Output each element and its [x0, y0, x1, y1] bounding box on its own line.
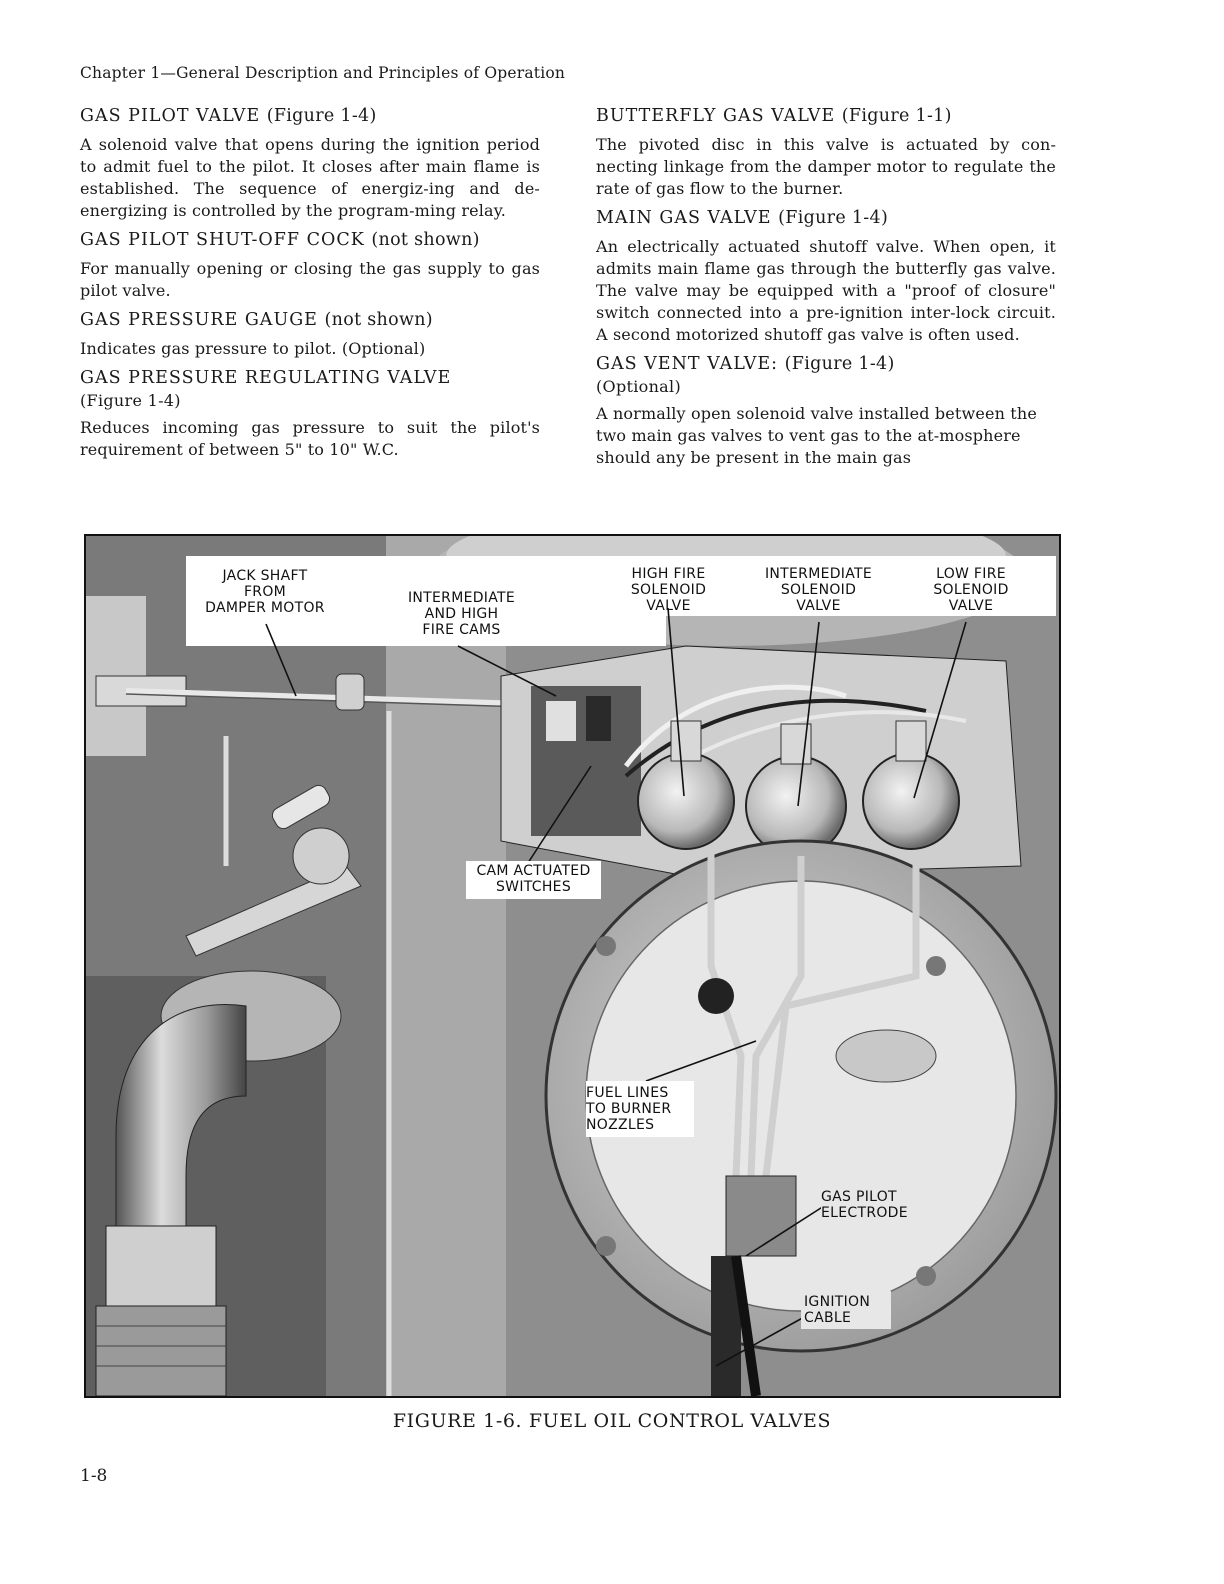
figure-caption: FIGURE 1-6. FUEL OIL CONTROL VALVES: [392, 1410, 832, 1432]
section-body: A solenoid valve that opens during the ignition period to admit fuel to the pilot. It closes after main flame is established. The sequence of energiz-ing and de-energizing is controlled by the program-ming relay.: [80, 135, 540, 220]
section-heading: BUTTERFLY GAS VALVE (Figure 1-1): [596, 106, 952, 126]
label-ignition-cable: IGNITION CABLE: [804, 1294, 871, 1326]
running-header: Chapter 1—General Description and Principles of Operation: [80, 64, 566, 82]
section-heading: GAS PRESSURE GAUGE (not shown): [80, 310, 433, 330]
section-body: The pivoted disc in this valve is actuated by con-necting linkage from the damper motor to regulate the rate of gas flow to the burner.: [596, 135, 1056, 198]
figure-illustration: [86, 536, 1059, 1396]
label-fuel-lines: FUEL LINES TO BURNER NOZZLES: [586, 1085, 672, 1133]
section-body: Indicates gas pressure to pilot. (Optional): [80, 339, 426, 358]
label-low-fire-valve: LOW FIRE SOLENOID VALVE: [933, 566, 1009, 614]
left-column: [80, 104, 540, 467]
section-heading: GAS PRESSURE REGULATING VALVE (Figure 1-4): [80, 368, 452, 410]
section-heading: GAS PILOT VALVE (Figure 1-4): [80, 106, 377, 126]
label-cam-switches: CAM ACTUATED SWITCHES: [476, 863, 591, 895]
right-column: [596, 104, 1056, 475]
figure-photo: [84, 534, 1061, 1398]
label-high-fire-valve: HIGH FIRE SOLENOID VALVE: [630, 566, 707, 614]
section-heading: GAS VENT VALVE: (Figure 1-4) (Optional): [596, 354, 895, 396]
section-body: Reduces incoming gas pressure to suit the pilot's requirement of between 5" to 10" W.C.: [80, 418, 540, 459]
section-heading: GAS PILOT SHUT-OFF COCK (not shown): [80, 230, 480, 250]
label-jack-shaft: JACK SHAFT FROM DAMPER MOTOR: [205, 568, 325, 616]
section-body: An electrically actuated shutoff valve. When open, it admits main flame gas through the butterfly gas valve. The valve may be equipped with a "proof of closure" switch connected into a pre-ignition inter-lock circuit. A second motorized shutoff gas valve is often used.: [596, 237, 1056, 344]
section-heading: MAIN GAS VALVE (Figure 1-4): [596, 208, 889, 228]
label-gas-pilot-electrode: GAS PILOT ELECTRODE: [821, 1189, 908, 1221]
section-body: A normally open solenoid valve installed between the two main gas valves to vent gas to the at-mosphere should any be present in the main gas: [596, 404, 1037, 467]
label-cams: INTERMEDIATE AND HIGH FIRE CAMS: [407, 590, 516, 638]
section-body: For manually opening or closing the gas supply to gas pilot valve.: [80, 259, 540, 300]
label-intermediate-valve: INTERMEDIATE SOLENOID VALVE: [764, 566, 873, 614]
page-number: 1-8: [80, 1466, 108, 1486]
